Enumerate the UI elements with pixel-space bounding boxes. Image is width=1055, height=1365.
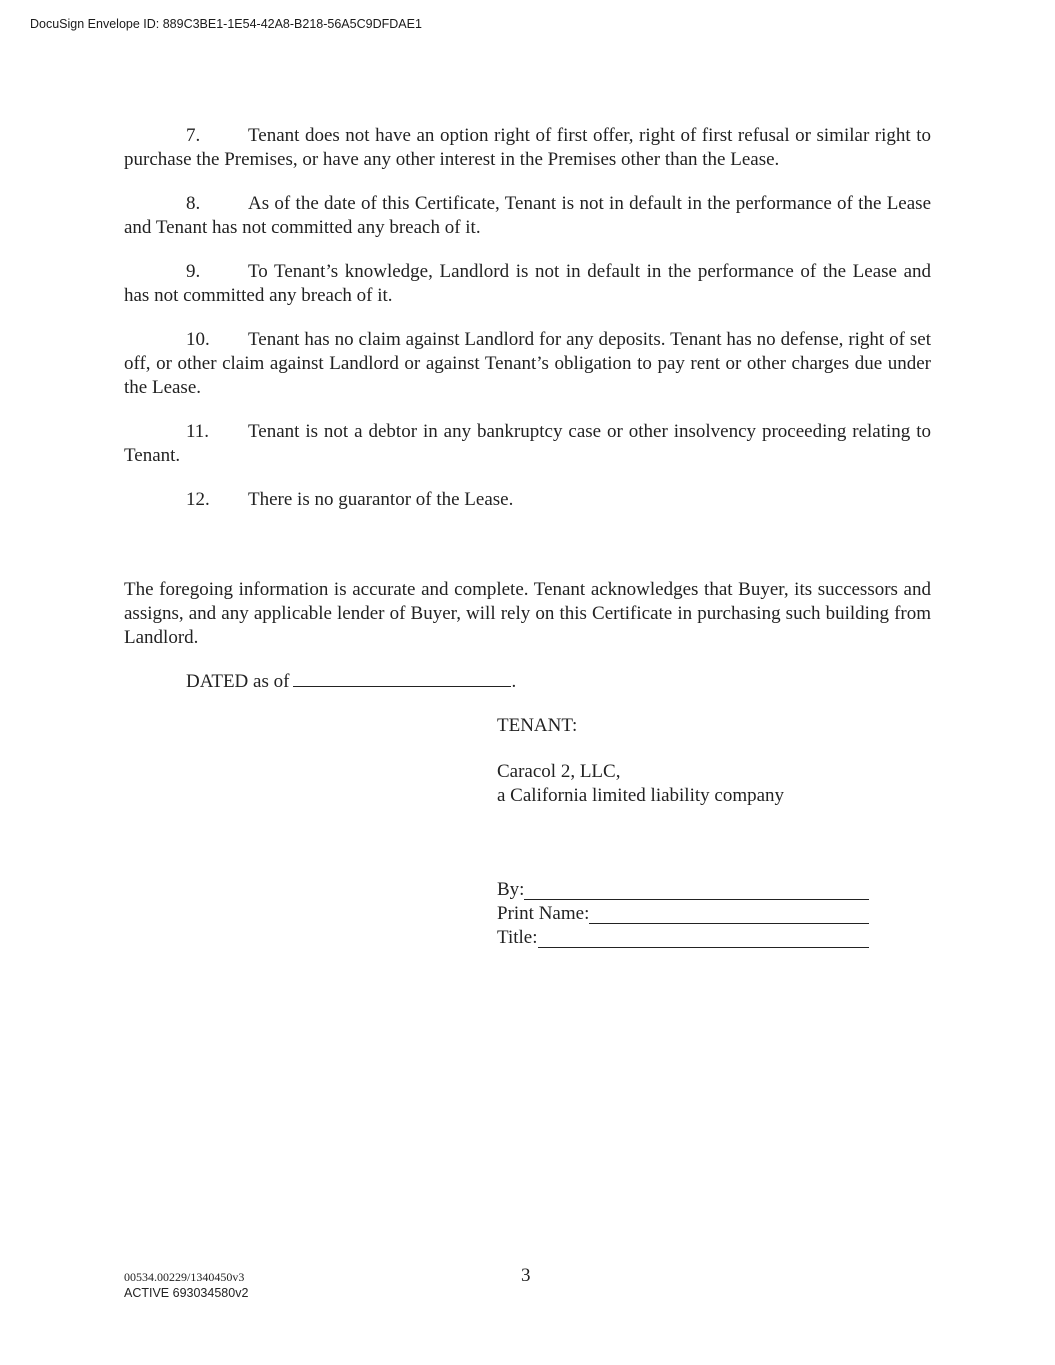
signature-print-name-line xyxy=(497,902,869,926)
title-label: Title: xyxy=(497,927,538,948)
tenant-name: Caracol 2, LLC, xyxy=(497,761,621,782)
paragraph-11 xyxy=(124,420,931,468)
paragraph-text: To Tenant’s knowledge, Landlord is not in default in the performance of the Lease and has not committed any breach of it. xyxy=(124,261,931,306)
paragraph-text: Tenant has no claim against Landlord for any deposits. Tenant has no defense, right of set off, or other claim against Landlord or against Tenant’s obligation to pay rent or other charges due under the Lease. xyxy=(124,329,931,398)
paragraph-12 xyxy=(124,488,931,512)
dated-label: DATED as of xyxy=(186,671,290,692)
dated-line xyxy=(186,670,516,694)
page-number: 3 xyxy=(521,1265,531,1286)
by-label: By: xyxy=(497,879,525,900)
paragraph-number: 11. xyxy=(186,421,210,442)
tenant-label: TENANT: xyxy=(497,715,578,736)
tenant-company xyxy=(497,760,784,808)
paragraph-10 xyxy=(124,328,931,400)
signature-by-line xyxy=(497,878,869,902)
paragraph-text: As of the date of this Certificate, Tenant is not in default in the performance of the Lease and Tenant has not committed any breach of it. xyxy=(124,193,931,238)
doc-code: 00534.00229/1340450v3 xyxy=(124,1270,245,1284)
print-name-label: Print Name: xyxy=(497,903,590,924)
paragraph-text: Tenant is not a debtor in any bankruptcy case or other insolvency proceeding relating to Tenant. xyxy=(124,421,931,466)
paragraph-number: 10. xyxy=(186,329,210,350)
paragraph-number: 8. xyxy=(186,193,201,214)
paragraph-text: Tenant does not have an option right of first offer, right of first refusal or similar right to purchase the Premises, or have any other interest in the Premises other than the Lease. xyxy=(124,125,931,170)
paragraph-number: 12. xyxy=(186,489,210,510)
by-field[interactable] xyxy=(524,881,869,900)
print-name-field[interactable] xyxy=(589,905,869,924)
signature-title-line xyxy=(497,926,869,950)
paragraph-text: There is no guarantor of the Lease. xyxy=(248,489,514,510)
title-field[interactable] xyxy=(538,929,870,948)
date-blank[interactable] xyxy=(293,671,511,687)
envelope-id: DocuSign Envelope ID: 889C3BE1-1E54-42A8-B218-56A5C9DFDAE1 xyxy=(30,17,422,31)
signature-block xyxy=(497,878,869,950)
active-code: ACTIVE 693034580v2 xyxy=(124,1286,249,1300)
foregoing-statement: The foregoing information is accurate and complete. Tenant acknowledges that Buyer, its successors and assigns, and any applicable lender of Buyer, will rely on this Certificate in purchasing such building from Landlord. xyxy=(124,579,931,648)
tenant-description: a California limited liability company xyxy=(497,785,785,806)
dated-end: . xyxy=(511,671,517,692)
paragraph-number: 9. xyxy=(186,261,201,282)
footer-codes xyxy=(124,1270,248,1301)
paragraph-8 xyxy=(124,192,931,240)
paragraph-number: 7. xyxy=(186,125,201,146)
paragraph-9 xyxy=(124,260,931,308)
paragraph-7 xyxy=(124,124,931,172)
